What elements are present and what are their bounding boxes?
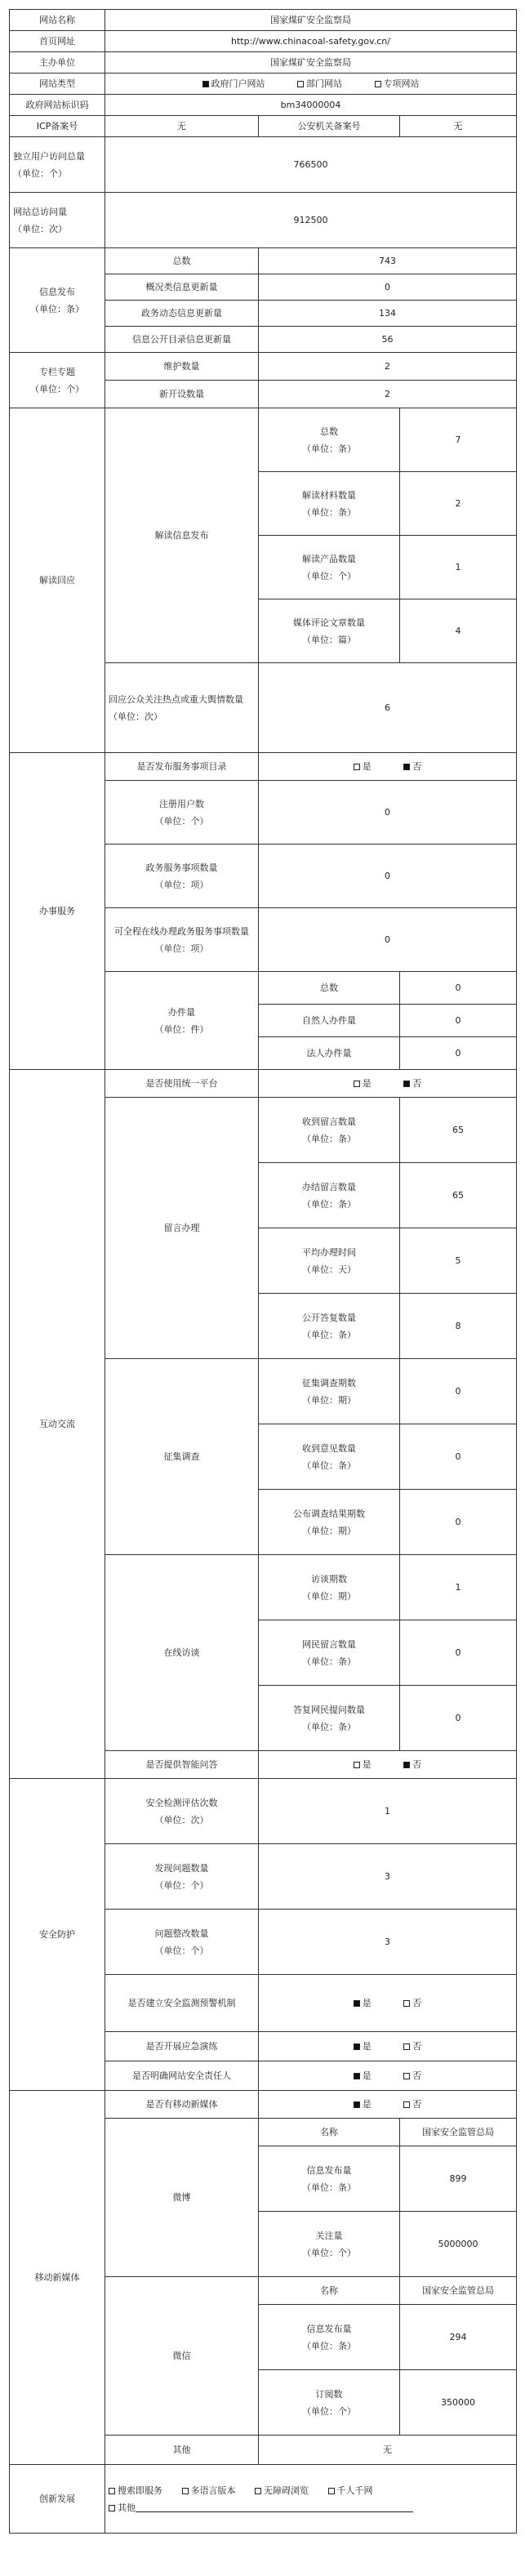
checkbox-empty-icon [403,2073,410,2079]
mobile-other-value: 无 [259,2436,517,2465]
interpret-item-value: 1 [400,536,517,599]
website-annual-report-table [9,9,517,2534]
security-check-label: 是否明确网站安全责任人 [105,2061,259,2091]
checkbox-checked-icon [354,2000,360,2007]
service-handled-label: 办件量 （单位：件） [105,972,259,1070]
service-item-value: 0 [259,781,517,845]
ai-options [259,1751,517,1779]
wechat-label: 微信 [105,2277,259,2436]
interact-unified-label: 是否使用统一平台 [105,1070,259,1098]
innovation-row [10,2465,517,2534]
survey-item-label: 收到意见数量 （单位：条） [259,1424,400,1490]
no-option[interactable]: 否 [403,2041,421,2052]
checkbox-checked-icon [403,1762,410,1768]
info-pub-item-value: 56 [259,327,517,353]
checkbox-checked-icon [354,2101,360,2108]
service-catalog-label: 是否发布服务事项目录 [105,753,259,781]
checkbox-checked-icon [403,1081,410,1087]
yes-option[interactable]: 是 [354,2099,372,2110]
survey-item-value: 0 [400,1359,517,1424]
checkbox-checked-icon [403,764,410,770]
security-check-options [259,1975,517,2032]
icp-value: 无 [105,116,259,137]
weibo-item-label: 信息发布量 （单位：条） [259,2146,400,2212]
mobile-other-label: 其他 [105,2436,259,2465]
checkbox-checked-icon [202,81,209,87]
no-option[interactable]: 否 [403,2070,421,2081]
info-pub-item-label: 总数 [105,248,259,274]
online-item-value: 0 [400,1686,517,1751]
online-item-label: 网民留言数量 （单位：条） [259,1620,400,1686]
weibo-item-label: 关注量 （单位：个） [259,2212,400,2277]
uv-row [10,137,517,193]
survey-label: 征集调查 [105,1359,259,1555]
weibo-name-value: 国家安全监管总局 [400,2119,517,2146]
weibo-label: 微博 [105,2119,259,2277]
info-pub-item-value: 743 [259,248,517,274]
interpret-label: 解读回应 [10,408,105,753]
checkbox-empty-icon [109,2488,115,2494]
info-pub-item-label: 信息公开目录信息更新量 [105,327,259,353]
checkbox-empty-icon [403,2101,410,2108]
home-url-row [10,31,517,52]
security-check-options [259,2061,517,2091]
checkbox-empty-icon [375,81,381,87]
message-item-label: 收到留言数量 （单位：条） [259,1098,400,1163]
pv-label: 网站总访问量 （单位：次） [10,193,105,248]
no-option[interactable]: 否 [403,1998,421,2008]
interact-label: 互动交流 [10,1070,105,1779]
wechat-name-label: 名称 [259,2277,400,2305]
service-catalog-row [10,753,517,781]
info-pub-item-label: 概况类信息更新量 [105,274,259,301]
innovation-option[interactable]: 无障碍浏览 [255,2485,309,2496]
interpret-response-label: 回应公众关注热点或重大舆情数量（单位：次） [105,663,259,753]
innovation-option[interactable]: 多语言版本 [182,2485,236,2496]
interpret-sub-label: 解读信息发布 [105,408,259,663]
message-item-label: 公开答复数量 （单位：条） [259,1294,400,1359]
innovation-other-input[interactable] [136,2502,413,2512]
sponsor-value: 国家煤矿安全监察局 [105,52,517,74]
innovation-label: 创新发展 [10,2465,105,2534]
column-item-label: 新开设数量 [105,381,259,408]
info-pub-label: 信息发布 （单位：条） [10,248,105,353]
interpret-item-value: 2 [400,472,517,536]
security-item-value: 3 [259,1844,517,1910]
innovation-option[interactable]: 搜索即服务 [109,2485,162,2496]
online-item-label: 答复网民提问数量 （单位：条） [259,1686,400,1751]
pv-value: 912500 [105,193,517,248]
sponsor-row [10,52,517,74]
site-name-value: 国家煤矿安全监察局 [105,10,517,31]
interpret-item-label: 解读产品数量 （单位：个） [259,536,400,599]
checkbox-empty-icon [182,2488,189,2494]
weibo-name-label: 名称 [259,2119,400,2146]
pv-row [10,193,517,248]
site-type-option[interactable]: 政府门户网站 [202,78,265,89]
site-code-label: 政府网站标识码 [10,95,105,116]
icp-row [10,116,517,137]
service-handled-item-label: 法人办件量 [259,1037,400,1070]
service-item-label: 政务服务事项数量 （单位：项） [105,845,259,908]
sponsor-label: 主办单位 [10,52,105,74]
innovation-option[interactable]: 千人千网 [328,2485,373,2496]
interpret-item-label: 总数 （单位：条） [259,408,400,472]
wechat-item-value: 294 [400,2305,517,2370]
service-item-label: 可全程在线办理政务服务事项数量 （单位：项） [105,908,259,972]
mobile-has-label: 是否有移动新媒体 [105,2091,259,2119]
site-type-row [10,74,517,95]
service-item-label: 注册用户数 （单位：个） [105,781,259,845]
message-label: 留言办理 [105,1098,259,1359]
column-item-value: 2 [259,353,517,381]
uv-label: 独立用户访问总量 （单位：个） [10,137,105,193]
weibo-item-value: 5000000 [400,2212,517,2277]
security-item-label: 发现问题数量 （单位：个） [105,1844,259,1910]
column-label: 专栏专题 （单位：个） [10,353,105,408]
service-handled-item-value: 0 [400,1005,517,1037]
site-code-row [10,95,517,116]
online-item-value: 0 [400,1620,517,1686]
weibo-item-value: 899 [400,2146,517,2212]
interpret-row [10,408,517,472]
no-option[interactable]: 否 [403,1078,421,1089]
service-handled-item-value: 0 [400,1037,517,1070]
site-type-option[interactable]: 部门网站 [297,78,342,89]
checkbox-checked-icon [354,2073,360,2079]
checkbox-empty-icon [354,1081,360,1087]
service-handled-item-label: 自然人办件量 [259,1005,400,1037]
message-item-label: 办结留言数量 （单位：条） [259,1163,400,1228]
info-pub-item-value: 0 [259,274,517,301]
info-pub-item-value: 134 [259,301,517,327]
message-item-value: 65 [400,1163,517,1228]
mobile-label: 移动新媒体 [10,2091,105,2465]
site-type-option[interactable]: 专项网站 [375,78,420,89]
checkbox-empty-icon [403,2000,410,2007]
online-item-label: 访谈期数 （单位：期） [259,1555,400,1620]
survey-item-label: 公布调查结果期数 （单位：期） [259,1490,400,1555]
security-check-label: 是否建立安全监测预警机制 [105,1975,259,2032]
site-type-label: 网站类型 [10,74,105,95]
security-label: 安全防护 [10,1779,105,2091]
security-check-label: 是否开展应急演练 [105,2032,259,2061]
site-name-row [10,10,517,31]
security-item-value: 3 [259,1910,517,1975]
security-check-options [259,2032,517,2061]
innovation-options [105,2465,517,2534]
police-record-label: 公安机关备案号 [259,116,400,137]
message-item-value: 65 [400,1098,517,1163]
online-item-value: 1 [400,1555,517,1620]
site-code-value: bm34000004 [105,95,517,116]
home-url-label: 首页网址 [10,31,105,52]
interpret-item-value: 7 [400,408,517,472]
wechat-item-value: 350000 [400,2370,517,2436]
interpret-item-value: 4 [400,599,517,663]
survey-item-label: 征集调查期数 （单位：期） [259,1359,400,1424]
home-url-value[interactable]: http://www.chinacoal-safety.gov.cn/ [105,31,517,52]
wechat-item-label: 订阅数 （单位：个） [259,2370,400,2436]
checkbox-empty-icon [403,2043,410,2050]
column-row [10,353,517,381]
checkbox-empty-icon [354,764,360,770]
survey-item-value: 0 [400,1424,517,1490]
checkbox-empty-icon [328,2488,335,2494]
no-option[interactable]: 否 [403,1759,421,1770]
checkbox-empty-icon [297,81,304,87]
yes-option[interactable]: 是 [354,1078,372,1089]
innovation-other-option[interactable]: 其他 [109,2502,413,2513]
site-type-options [105,74,517,95]
message-item-value: 5 [400,1228,517,1294]
uv-value: 766500 [105,137,517,193]
service-item-value: 0 [259,908,517,972]
message-item-value: 8 [400,1294,517,1359]
service-catalog-options [259,753,517,781]
no-option[interactable]: 否 [403,2099,421,2110]
icp-label: ICP备案号 [10,116,105,137]
police-record-value: 无 [400,116,517,137]
security-row [10,1779,517,1844]
wechat-item-label: 信息发布量 （单位：条） [259,2305,400,2370]
checkbox-empty-icon [354,1762,360,1768]
service-item-value: 0 [259,845,517,908]
yes-option[interactable]: 是 [354,761,372,772]
security-item-label: 问题整改数量 （单位：个） [105,1910,259,1975]
site-name-label: 网站名称 [10,10,105,31]
checkbox-empty-icon [109,2505,115,2511]
message-item-label: 平均办理时间 （单位：天） [259,1228,400,1294]
yes-option[interactable]: 是 [354,2041,372,2052]
interpret-item-label: 解读材料数量 （单位：条） [259,472,400,536]
survey-item-value: 0 [400,1490,517,1555]
wechat-name-value: 国家安全监管总局 [400,2277,517,2305]
security-item-value: 1 [259,1779,517,1844]
interpret-item-label: 媒体评论文章数量 （单位：篇） [259,599,400,663]
checkbox-empty-icon [255,2488,261,2494]
no-option[interactable]: 否 [403,761,421,772]
interact-unified-row [10,1070,517,1098]
ai-label: 是否提供智能问答 [105,1751,259,1779]
yes-option[interactable]: 是 [354,2070,372,2081]
online-label: 在线访谈 [105,1555,259,1751]
service-handled-item-label: 总数 [259,972,400,1005]
checkbox-checked-icon [354,2043,360,2050]
interpret-response-value: 6 [259,663,517,753]
column-item-value: 2 [259,381,517,408]
mobile-has-row [10,2091,517,2119]
info-pub-item-label: 政务动态信息更新量 [105,301,259,327]
security-item-label: 安全检测评估次数 （单位：次） [105,1779,259,1844]
info-pub-row [10,248,517,274]
column-item-label: 维护数量 [105,353,259,381]
yes-option[interactable]: 是 [354,1759,372,1770]
yes-option[interactable]: 是 [354,1998,372,2008]
service-handled-item-value: 0 [400,972,517,1005]
interact-unified-options [259,1070,517,1098]
mobile-has-options [259,2091,517,2119]
service-label: 办事服务 [10,753,105,1070]
